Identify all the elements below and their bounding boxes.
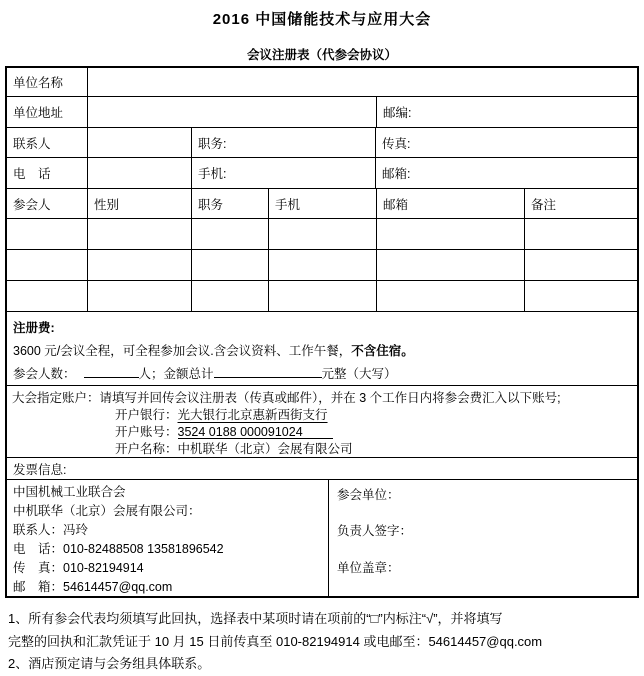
account-name-line [12,441,633,458]
attendee-cell[interactable] [88,219,192,249]
invoice-heading: 发票信息: [13,462,67,477]
account-name-value: 中机联华（北京）会展有限公司 [177,442,353,456]
row-unit-name [7,68,637,97]
attendee-cell[interactable] [7,219,88,249]
fee-count-line [13,363,631,386]
account-number-line [12,424,633,441]
registration-table [5,66,639,598]
attendee-cell[interactable] [269,281,377,311]
unit-address-label: 单位地址 [7,97,88,127]
attendee-count-unit: 人；金额总计 [138,367,214,381]
bank-label: 开户银行： [115,408,178,422]
unit-name-label: 单位名称 [7,68,88,96]
document-title: 2016 中国储能技术与应用大会 [212,11,432,28]
invoice-signature-area[interactable] [329,480,637,596]
attend-unit-label: 参会单位： [337,488,400,502]
account-intro: 大会指定账户：请填写并回传会议注册表（传真或邮件），并在 3 个工作日内将参会费汇入以下账号; [12,391,561,405]
attendee-cell[interactable] [269,219,377,249]
attendee-header-gender: 性别 [88,189,192,218]
attendee-header-title: 职务 [192,189,269,218]
organizer-email-line: 邮 箱：54614457@qq.com [13,580,173,594]
postcode-input-cell[interactable] [377,97,637,127]
invoice-body [7,480,637,596]
attendee-cell[interactable] [88,281,192,311]
position-label: 职务: [198,136,227,151]
unit-name-input-cell[interactable] [88,68,637,96]
row-contact [7,128,637,158]
organizer-fax-line: 传 真：010-82194914 [13,561,144,575]
attendee-cell[interactable] [525,219,637,249]
fax-input-cell[interactable] [376,128,637,157]
fee-heading: 注册费: [13,321,55,335]
email-label: 邮箱: [382,167,411,181]
row-unit-address [7,97,637,128]
organizer-line: 中机联华（北京）会展有限公司： [13,504,201,518]
account-section [7,386,637,458]
attendee-cell[interactable] [7,281,88,311]
attendee-cell[interactable] [7,250,88,280]
attendee-header-notes: 备注 [531,197,557,212]
fee-description-text: 3600 元/会议全程，可全程参加会议.含会议资料、工作午餐， [13,344,352,358]
organizer-line: 中国机械工业联合会 [13,485,126,499]
invoice-organizer-info [7,480,329,596]
account-name-label: 开户名称： [115,442,178,456]
organizer-contact-line: 联系人：冯玲 [13,523,89,537]
attendee-row-1 [7,219,637,250]
attendee-cell[interactable] [377,281,525,311]
attendee-count-label: 参会人数： [13,367,76,381]
invoice-heading-row [7,458,637,480]
attendee-count-blank[interactable] [84,364,139,378]
attendee-cell[interactable] [192,219,269,249]
fee-description [13,340,631,363]
amount-suffix: 元整（大写） [321,367,397,381]
postcode-label: 邮编: [383,106,412,120]
attendee-cell[interactable] [377,250,525,280]
phone-label: 电 话 [7,158,88,188]
bank-line [12,407,633,424]
note-line-1: 1、所有参会代表均须填写此回执，选择表中某项时请在项前的“□”内标注“√”，并将填写 [8,611,503,626]
attendee-cell[interactable] [88,250,192,280]
form-title: 会议注册表（代参会协议） [246,48,397,62]
attendee-cell[interactable] [377,219,525,249]
contact-label: 联系人 [7,128,88,157]
phone-input-cell[interactable] [88,158,192,188]
unit-address-input-cell[interactable] [88,97,377,127]
total-amount-blank[interactable] [214,364,322,378]
attendee-row-2 [7,250,637,281]
signature-label: 负责人签字： [337,524,413,538]
email-input-cell[interactable] [376,158,637,188]
attendee-cell[interactable] [525,281,637,311]
attendee-row-3 [7,281,637,312]
note-line-3: 2、酒店预定请与会务组具体联系。 [8,656,211,671]
mobile-label: 手机: [198,167,227,181]
fee-section [7,312,637,386]
attendee-header-mobile: 手机 [269,189,377,218]
attendee-header-name: 参会人 [7,189,88,218]
organizer-phone-line: 电 话：010-82488508 13581896542 [13,542,224,556]
attendee-cell[interactable] [192,281,269,311]
mobile-input-cell[interactable] [192,158,376,188]
attendee-cell[interactable] [525,250,637,280]
attendee-header-email: 邮箱 [377,189,525,218]
attendee-header-row [7,189,637,219]
fee-no-lodging-text: 不含住宿。 [351,344,414,358]
attendee-cell[interactable] [192,250,269,280]
account-number-value: 3524 0188 000091024 [178,424,333,439]
account-number-label: 开户账号： [115,425,178,439]
position-input-cell[interactable] [192,128,376,157]
bank-value: 光大银行北京惠新西街支行 [177,408,328,422]
attendee-cell[interactable] [269,250,377,280]
fax-label: 传真: [382,136,411,151]
contact-input-cell[interactable] [88,128,192,157]
seal-label: 单位盖章： [337,561,400,575]
footer-notes [8,608,638,676]
note-line-2: 完整的回执和汇款凭证于 10 月 15 日前传真至 010-82194914 或电邮至：54614457@qq.com [8,633,543,649]
row-phone [7,158,637,189]
